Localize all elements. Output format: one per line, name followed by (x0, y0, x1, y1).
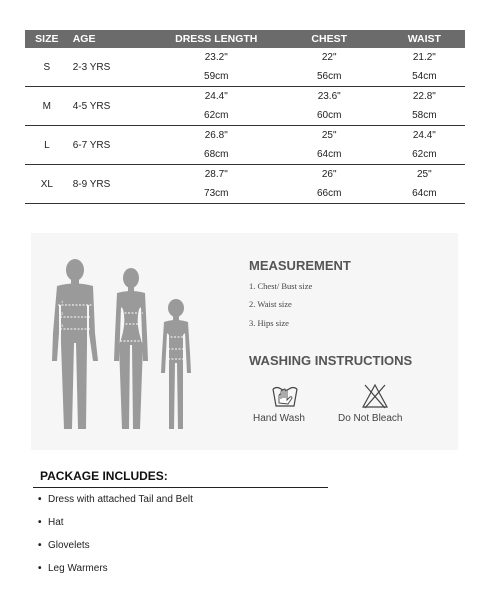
list-item (38, 494, 193, 505)
cell-size: M (25, 87, 69, 126)
measure-mark-3: 3 (61, 323, 64, 328)
hand-wash-icon (271, 383, 299, 409)
cell-dress-inch: 28.7" (204, 169, 228, 180)
bullet: • (38, 563, 42, 574)
package-item-label: Glovelets (48, 540, 90, 551)
cell-size: L (25, 126, 69, 165)
size-chart-table (25, 30, 465, 204)
bullet: • (38, 517, 42, 528)
bullet: • (38, 494, 42, 505)
cell-waist-inch: 21.2" (412, 52, 436, 63)
header-waist: WAIST (384, 30, 465, 48)
table-row (25, 126, 465, 146)
table-row (25, 87, 465, 107)
list-item (38, 563, 108, 574)
cell-chest-inch: 26" (321, 169, 337, 180)
list-item (38, 540, 90, 551)
cell-chest-cm: 56cm (275, 67, 384, 87)
package-divider (33, 487, 328, 488)
cell-dress-cm: 73cm (158, 184, 275, 204)
measure-mark-2: 2 (61, 311, 64, 316)
cell-dress-cm: 59cm (158, 67, 275, 87)
package-includes-title: PACKAGE INCLUDES: (40, 469, 168, 483)
cell-chest-cm: 64cm (275, 145, 384, 165)
cell-size: S (25, 48, 69, 87)
measurement-panel (31, 233, 458, 450)
size-chart-header-row (25, 30, 465, 48)
do-not-bleach-icon (361, 383, 389, 409)
cell-age: 6-7 YRS (69, 126, 158, 165)
cell-waist-inch: 22.8" (412, 91, 436, 102)
cell-chest-inch: 22" (321, 52, 337, 63)
cell-waist-inch: 25" (416, 169, 432, 180)
measurement-item-hips: 3. Hips size (249, 318, 289, 328)
cell-dress-inch: 24.4" (204, 91, 228, 102)
cell-waist-cm: 54cm (384, 67, 465, 87)
cell-age: 2-3 YRS (69, 48, 158, 87)
package-item-label: Hat (48, 517, 64, 528)
cell-dress-inch: 23.2" (204, 52, 228, 63)
package-item-label: Leg Warmers (48, 563, 108, 574)
table-row (25, 48, 465, 67)
male-figure (52, 259, 98, 429)
cell-waist-inch: 24.4" (412, 130, 436, 141)
body-figures-illustration (31, 233, 221, 450)
washing-instructions-title: WASHING INSTRUCTIONS (249, 353, 413, 368)
cell-dress-cm: 62cm (158, 106, 275, 126)
cell-chest-inch: 23.6" (317, 91, 341, 102)
cell-waist-cm: 58cm (384, 106, 465, 126)
cell-dress-cm: 68cm (158, 145, 275, 165)
package-item-label: Dress with attached Tail and Belt (48, 494, 193, 505)
female-figure (114, 268, 148, 429)
header-size: SIZE (25, 30, 69, 48)
cell-chest-cm: 66cm (275, 184, 384, 204)
cell-age: 8-9 YRS (69, 165, 158, 204)
cell-size: XL (25, 165, 69, 204)
cell-waist-cm: 62cm (384, 145, 465, 165)
cell-chest-inch: 25" (321, 130, 337, 141)
cell-dress-inch: 26.8" (204, 130, 228, 141)
cell-age: 4-5 YRS (69, 87, 158, 126)
header-chest: CHEST (275, 30, 384, 48)
child-figure (161, 299, 191, 429)
measurement-title: MEASUREMENT (249, 258, 351, 273)
header-age: AGE (69, 30, 158, 48)
hand-wash-label: Hand Wash (253, 413, 305, 424)
cell-chest-cm: 60cm (275, 106, 384, 126)
list-item (38, 517, 64, 528)
measurement-item-chest: 1. Chest/ Bust size (249, 281, 313, 291)
do-not-bleach-label: Do Not Bleach (338, 413, 403, 424)
cell-waist-cm: 64cm (384, 184, 465, 204)
measurement-item-waist: 2. Waist size (249, 299, 292, 309)
header-dress-length: DRESS LENGTH (158, 30, 275, 48)
bullet: • (38, 540, 42, 551)
table-row (25, 165, 465, 185)
measure-mark-1: 1 (61, 299, 64, 304)
